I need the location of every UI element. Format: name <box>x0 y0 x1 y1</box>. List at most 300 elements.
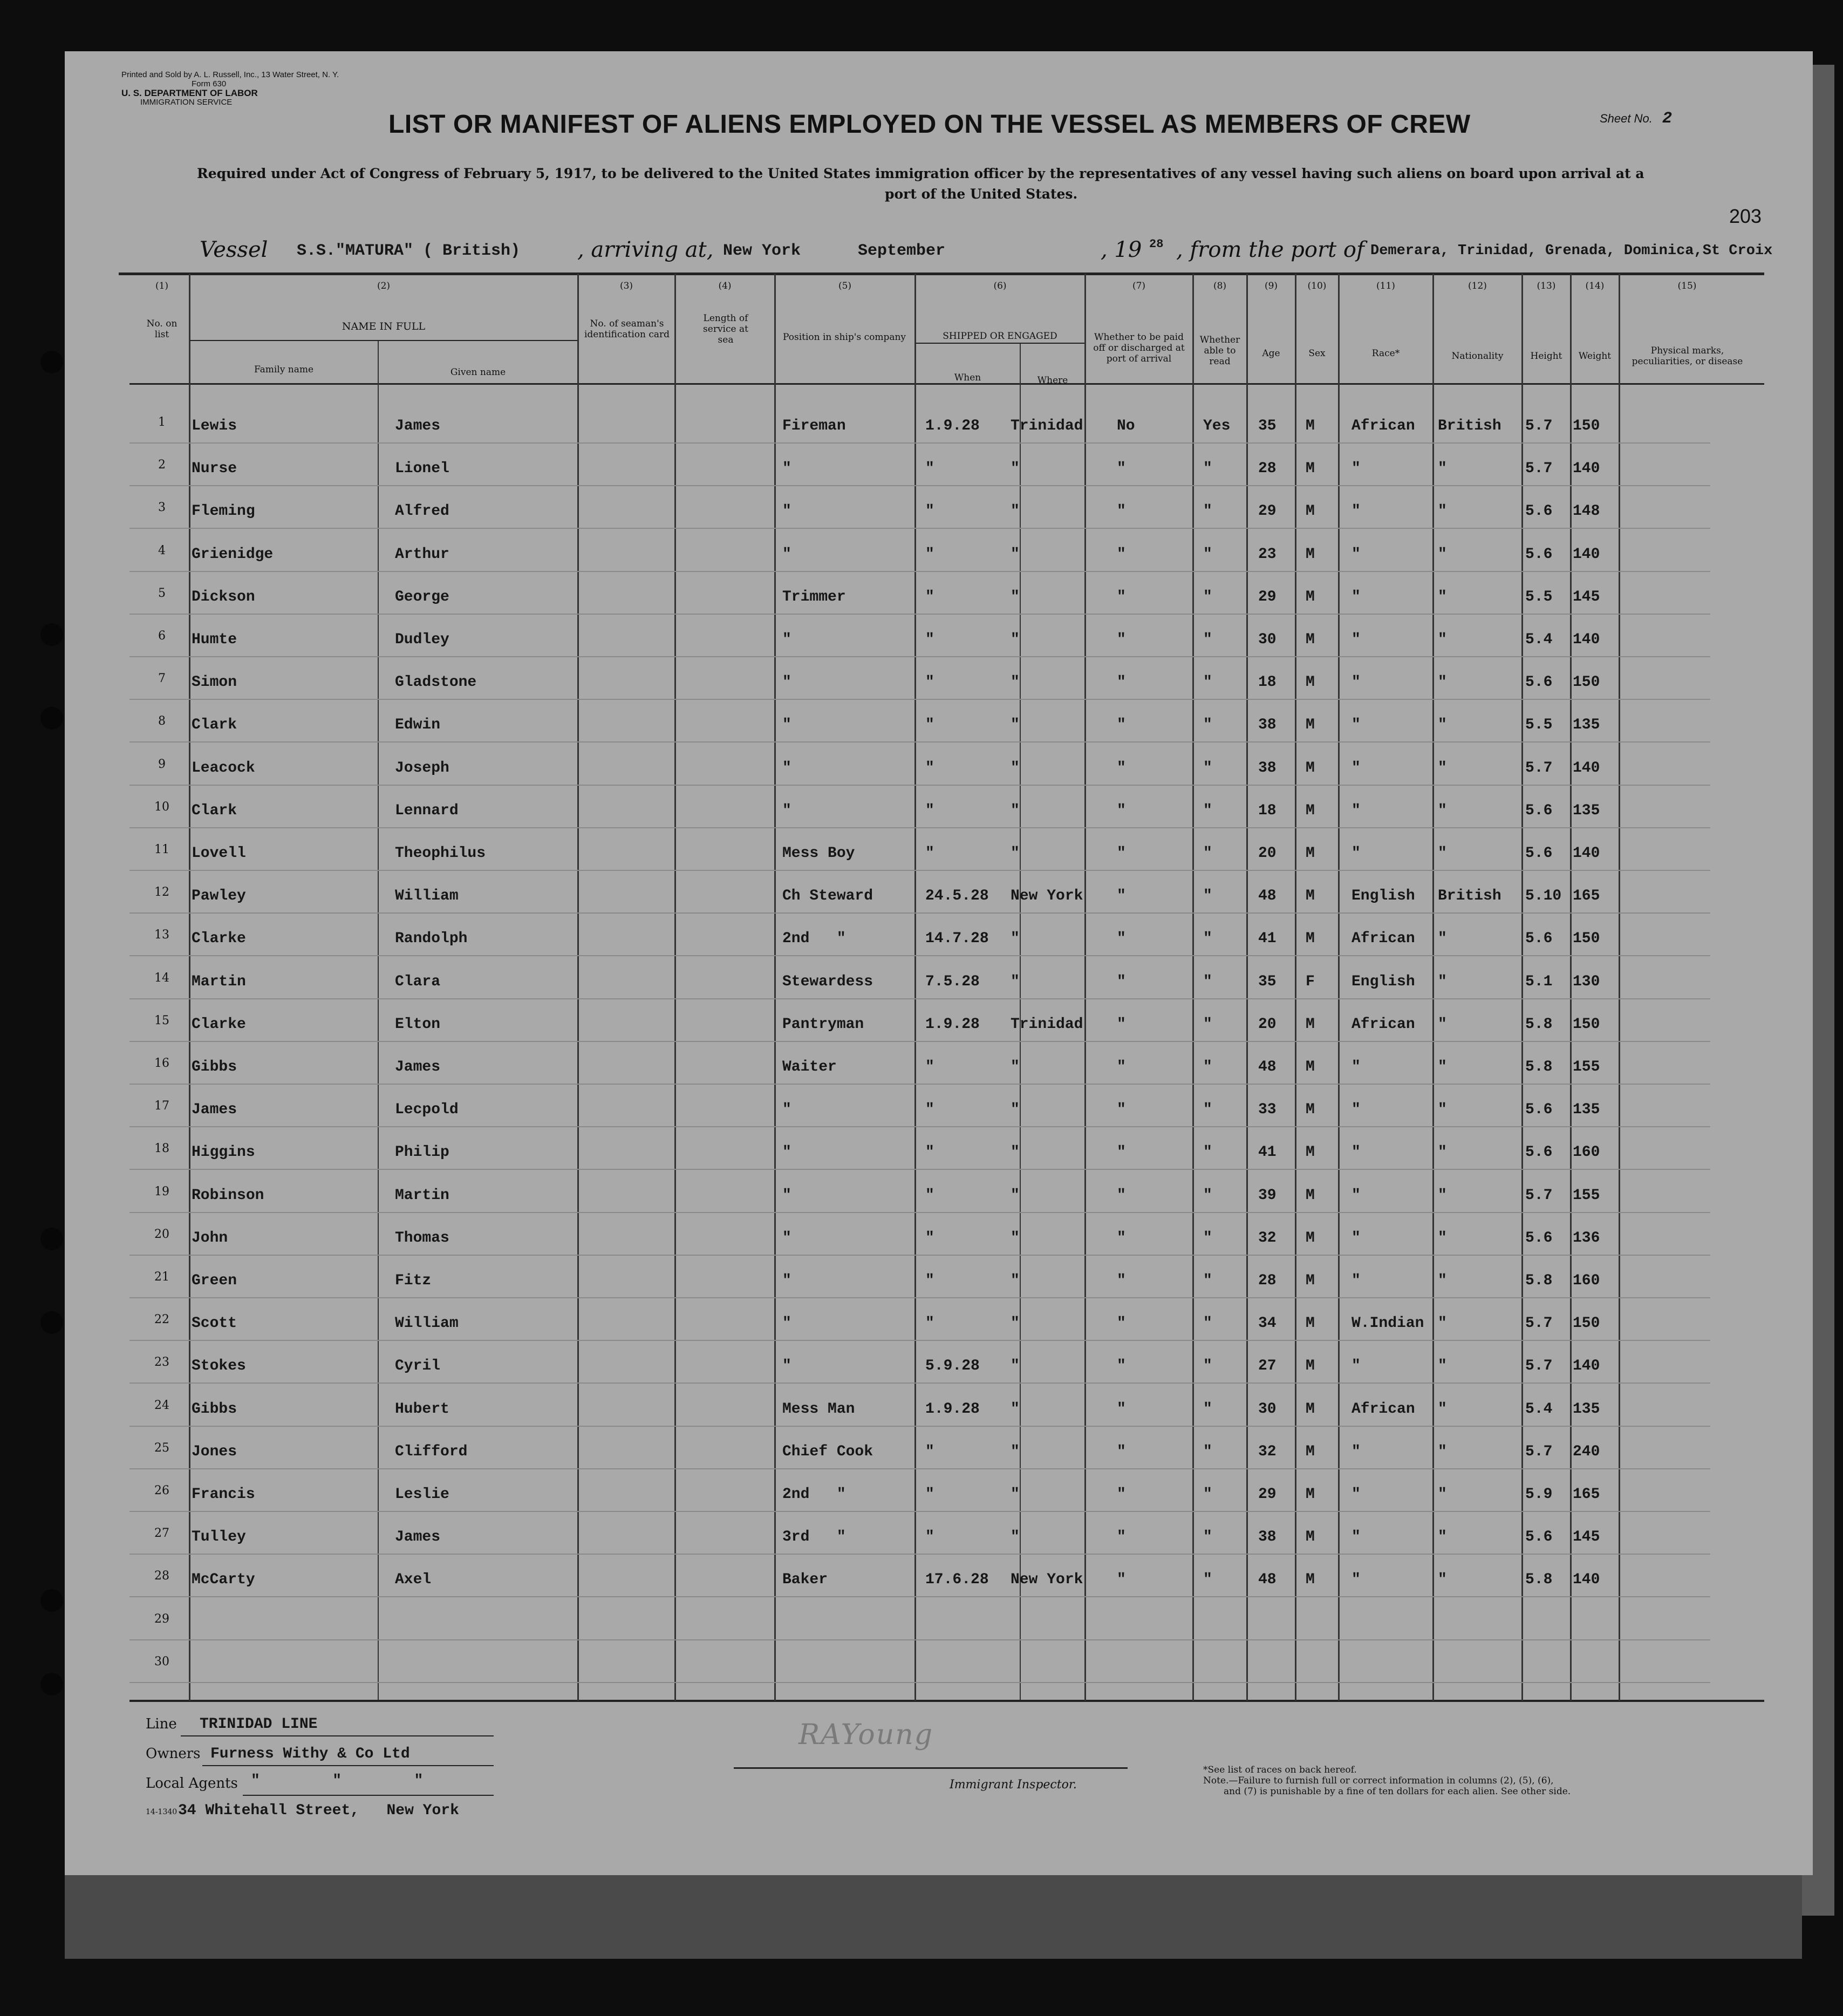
arriving-value: New York <box>723 242 801 260</box>
where-cell: New York <box>1011 888 1083 905</box>
height-cell: 5.8 <box>1525 1571 1553 1589</box>
height-cell: 5.5 <box>1525 588 1553 605</box>
header-sex: Sex <box>1308 348 1326 359</box>
age-cell: 35 <box>1258 418 1277 434</box>
given-name-cell: Axel <box>395 1571 432 1589</box>
paid-off-cell: " <box>1117 631 1126 648</box>
family-name-cell: Green <box>192 1272 237 1289</box>
weight-cell: 135 <box>1573 717 1600 734</box>
age-cell: 48 <box>1258 1571 1277 1589</box>
stamp-number: 203 <box>1729 205 1762 227</box>
paid-off-cell: " <box>1117 1443 1126 1460</box>
row-rule <box>129 1041 1710 1042</box>
col-num-4: (4) <box>718 281 732 291</box>
paid-off-cell: " <box>1117 588 1126 605</box>
paid-off-cell: No <box>1117 418 1135 434</box>
weight-cell: 150 <box>1573 418 1600 434</box>
sex-cell: M <box>1306 631 1315 648</box>
weight-cell: 160 <box>1573 1144 1600 1161</box>
nationality-cell: " <box>1438 1315 1447 1332</box>
position-cell: " <box>782 1272 791 1289</box>
row-rule <box>129 1468 1710 1469</box>
sex-cell: M <box>1306 1486 1315 1503</box>
col-num-9: (9) <box>1264 281 1278 291</box>
row-rule <box>129 528 1710 529</box>
row-rule <box>129 699 1710 700</box>
row-rule <box>129 1511 1710 1512</box>
age-cell: 39 <box>1258 1187 1277 1204</box>
given-name-cell: Martin <box>395 1187 449 1204</box>
when-cell: " <box>925 503 934 520</box>
able-read-cell: " <box>1203 1315 1212 1332</box>
sheet-label: Sheet No. <box>1600 112 1653 125</box>
row-number: 19 <box>154 1184 169 1198</box>
age-cell: 29 <box>1258 503 1277 520</box>
where-cell: Trinidad <box>1011 418 1083 434</box>
height-cell: 5.4 <box>1525 631 1553 648</box>
row-number: 9 <box>158 757 166 771</box>
page-title: LIST OR MANIFEST OF ALIENS EMPLOYED ON THE VESSEL AS MEMBERS OF CREW <box>388 110 1471 139</box>
col-num-11: (11) <box>1376 281 1395 291</box>
weight-cell: 240 <box>1573 1443 1600 1460</box>
given-name-cell: Cyril <box>395 1358 441 1375</box>
service: IMMIGRATION SERVICE <box>140 98 233 107</box>
paid-off-cell: " <box>1117 845 1126 862</box>
height-cell: 5.6 <box>1525 1101 1553 1119</box>
nationality-cell: " <box>1438 759 1447 777</box>
row-number: 17 <box>154 1099 169 1113</box>
family-name-cell: John <box>192 1229 228 1247</box>
able-read-cell: " <box>1203 973 1212 990</box>
from-label: , from the port of <box>1176 237 1364 262</box>
header-able-read: Whether able to read <box>1199 335 1240 367</box>
when-cell: " <box>925 1101 934 1119</box>
sex-cell: M <box>1306 1400 1315 1418</box>
weight-cell: 150 <box>1573 930 1600 948</box>
age-cell: 20 <box>1258 845 1277 862</box>
row-number: 3 <box>158 501 166 515</box>
able-read-cell: " <box>1203 588 1212 605</box>
weight-cell: 140 <box>1573 759 1600 777</box>
footer-left <box>146 1716 631 1851</box>
race-cell: African <box>1351 930 1415 948</box>
race-cell: " <box>1351 1529 1361 1546</box>
when-cell: 5.9.28 <box>925 1358 980 1375</box>
when-cell: 14.7.28 <box>925 930 989 948</box>
col-sep-1 <box>189 274 190 1701</box>
where-cell: " <box>1011 1315 1020 1332</box>
height-cell: 5.5 <box>1525 717 1553 734</box>
col-sep-4 <box>674 274 676 1701</box>
header-shipped: SHIPPED OR ENGAGED <box>943 331 1057 342</box>
when-cell: " <box>925 759 934 777</box>
family-name-cell: Lewis <box>192 418 237 434</box>
when-cell: " <box>925 588 934 605</box>
where-cell: " <box>1011 503 1020 520</box>
row-number: 4 <box>158 543 166 557</box>
weight-cell: 140 <box>1573 631 1600 648</box>
nationality-cell: " <box>1438 1101 1447 1119</box>
race-cell: " <box>1351 717 1361 734</box>
nationality-cell: " <box>1438 1358 1447 1375</box>
able-read-cell: " <box>1203 631 1212 648</box>
family-name-cell: Robinson <box>192 1187 264 1204</box>
able-read-cell: " <box>1203 1187 1212 1204</box>
where-cell: " <box>1011 973 1020 990</box>
row-rule <box>129 1382 1710 1384</box>
sex-cell: M <box>1306 1229 1315 1247</box>
weight-cell: 148 <box>1573 503 1600 520</box>
age-cell: 28 <box>1258 460 1277 478</box>
year-value: 28 <box>1149 237 1164 251</box>
header-bottom-border <box>129 383 1764 385</box>
table-bottom-border <box>129 1700 1764 1702</box>
where-cell: " <box>1011 1187 1020 1204</box>
address: 34 Whitehall Street, New York <box>178 1802 459 1819</box>
row-number: 14 <box>154 971 169 985</box>
able-read-cell: Yes <box>1203 418 1231 434</box>
position-cell: " <box>782 1144 791 1161</box>
weight-cell: 165 <box>1573 1486 1600 1503</box>
inspector-signature: RAYoung <box>798 1719 933 1751</box>
family-name-cell: Gibbs <box>192 1059 237 1075</box>
nationality-cell: " <box>1438 1144 1447 1161</box>
paid-off-cell: " <box>1117 1272 1126 1289</box>
nationality-cell: " <box>1438 588 1447 605</box>
nationality-cell: " <box>1438 1400 1447 1418</box>
row-rule <box>129 827 1710 828</box>
col-num-6: (6) <box>993 281 1007 291</box>
owners-value: Furness Withy & Co Ltd <box>210 1746 410 1762</box>
given-name-cell: William <box>395 888 459 905</box>
age-cell: 35 <box>1258 973 1277 990</box>
family-name-cell: Gibbs <box>192 1400 237 1418</box>
height-cell: 5.6 <box>1525 802 1553 819</box>
nationality-cell: " <box>1438 930 1447 948</box>
height-cell: 5.6 <box>1525 1529 1553 1546</box>
header-nationality: Nationality <box>1451 351 1504 362</box>
row-rule <box>129 1212 1710 1213</box>
age-cell: 29 <box>1258 588 1277 605</box>
form-number: Form 630 <box>192 79 227 88</box>
able-read-cell: " <box>1203 1486 1212 1503</box>
height-cell: 5.4 <box>1525 1400 1553 1418</box>
paid-off-cell: " <box>1117 460 1126 478</box>
where-cell: " <box>1011 674 1020 691</box>
given-name-cell: Clara <box>395 973 441 990</box>
table-top-border <box>119 273 1764 275</box>
paid-off-cell: " <box>1117 1187 1126 1204</box>
col-num-15: (15) <box>1677 281 1697 291</box>
position-cell: " <box>782 1101 791 1119</box>
sex-cell: M <box>1306 1144 1315 1161</box>
line-value: TRINIDAD LINE <box>200 1716 318 1733</box>
age-cell: 41 <box>1258 1144 1277 1161</box>
nationality-cell: " <box>1438 674 1447 691</box>
age-cell: 20 <box>1258 1016 1277 1033</box>
col-sep-12 <box>1338 274 1340 1701</box>
nationality-cell: British <box>1438 888 1501 905</box>
able-read-cell: " <box>1203 888 1212 905</box>
sex-cell: M <box>1306 1272 1315 1289</box>
able-read-cell: " <box>1203 1101 1212 1119</box>
weight-cell: 136 <box>1573 1229 1600 1247</box>
note-failure: Note.—Failure to furnish full or correct information in columns (2), (5), (6), <box>1203 1775 1554 1786</box>
col-num-7: (7) <box>1132 281 1146 291</box>
header-age: Age <box>1262 348 1280 359</box>
where-cell: " <box>1011 1358 1020 1375</box>
col-sep-14 <box>1521 274 1523 1701</box>
vessel-line <box>200 237 1807 270</box>
given-name-cell: Randolph <box>395 930 468 948</box>
nationality-cell: " <box>1438 460 1447 478</box>
given-name-cell: Arthur <box>395 546 449 563</box>
age-cell: 32 <box>1258 1229 1277 1247</box>
row-number: 23 <box>154 1356 169 1370</box>
given-name-cell: Clifford <box>395 1443 468 1460</box>
col-sep-5 <box>774 274 776 1701</box>
position-cell: Mess Man <box>782 1400 855 1418</box>
position-cell: " <box>782 503 791 520</box>
col-num-3: (3) <box>619 281 633 291</box>
row-rule <box>129 1596 1710 1597</box>
weight-cell: 140 <box>1573 546 1600 563</box>
when-cell: 17.6.28 <box>925 1571 989 1589</box>
race-cell: W.Indian <box>1351 1315 1424 1332</box>
race-cell: " <box>1351 1187 1361 1204</box>
weight-cell: 140 <box>1573 460 1600 478</box>
weight-cell: 135 <box>1573 1400 1600 1418</box>
paid-off-cell: " <box>1117 973 1126 990</box>
binder-hole <box>40 707 63 730</box>
nationality-cell: " <box>1438 503 1447 520</box>
row-rule <box>129 785 1710 786</box>
sheet-number <box>1600 110 1672 128</box>
sheet-value: 2 <box>1662 110 1672 128</box>
family-name-cell: Nurse <box>192 460 237 478</box>
when-cell: 1.9.28 <box>925 418 980 434</box>
weight-cell: 150 <box>1573 1016 1600 1033</box>
row-number: 6 <box>158 629 166 643</box>
printer-info <box>111 70 339 107</box>
where-cell: " <box>1011 930 1020 948</box>
header-no-on-list: No. on list <box>146 318 178 340</box>
age-cell: 38 <box>1258 1529 1277 1546</box>
col-sep-6 <box>914 274 916 1701</box>
where-cell: " <box>1011 1272 1020 1289</box>
subtitle-line2: port of the United States. <box>885 186 1078 202</box>
race-cell: " <box>1351 759 1361 777</box>
paid-off-cell: " <box>1117 888 1126 905</box>
able-read-cell: " <box>1203 1358 1212 1375</box>
able-read-cell: " <box>1203 1016 1212 1033</box>
position-cell: 3rd " <box>782 1529 846 1546</box>
row-rule <box>129 1255 1710 1256</box>
signature-line <box>734 1767 1128 1769</box>
when-cell: " <box>925 1315 934 1332</box>
row-rule <box>129 1639 1710 1640</box>
race-cell: African <box>1351 418 1415 434</box>
position-cell: " <box>782 1315 791 1332</box>
able-read-cell: " <box>1203 759 1212 777</box>
height-cell: 5.7 <box>1525 460 1553 478</box>
when-cell: " <box>925 1529 934 1546</box>
height-cell: 5.6 <box>1525 845 1553 862</box>
family-name-cell: Clark <box>192 802 237 819</box>
able-read-cell: " <box>1203 546 1212 563</box>
where-cell: " <box>1011 759 1020 777</box>
sex-cell: F <box>1306 973 1315 990</box>
given-name-cell: Elton <box>395 1016 441 1033</box>
when-cell: " <box>925 460 934 478</box>
nationality-cell: " <box>1438 546 1447 563</box>
weight-cell: 155 <box>1573 1187 1600 1204</box>
row-rule <box>129 442 1710 444</box>
line-label: Line <box>146 1716 177 1732</box>
where-cell: " <box>1011 588 1020 605</box>
given-name-cell: Hubert <box>395 1400 449 1418</box>
able-read-cell: " <box>1203 1144 1212 1161</box>
when-cell: " <box>925 802 934 819</box>
family-name-cell: Francis <box>192 1486 255 1503</box>
header-family-name: Family name <box>254 364 314 375</box>
row-rule <box>129 1169 1710 1170</box>
col-num-1: (1) <box>155 281 169 291</box>
race-cell: " <box>1351 674 1361 691</box>
sex-cell: M <box>1306 1315 1315 1332</box>
given-name-cell: Dudley <box>395 631 449 648</box>
weight-cell: 135 <box>1573 1101 1600 1119</box>
row-rule <box>129 870 1710 871</box>
position-cell: Trimmer <box>782 588 846 605</box>
race-cell: English <box>1351 888 1415 905</box>
given-name-cell: George <box>395 588 449 605</box>
sex-cell: M <box>1306 759 1315 777</box>
given-name-cell: Fitz <box>395 1272 432 1289</box>
height-cell: 5.1 <box>1525 973 1553 990</box>
row-number: 25 <box>154 1441 169 1455</box>
paid-off-cell: " <box>1117 1486 1126 1503</box>
race-cell: " <box>1351 546 1361 563</box>
family-name-cell: McCarty <box>192 1571 255 1589</box>
col-sep-11 <box>1295 274 1296 1701</box>
where-cell: New York <box>1011 1571 1083 1589</box>
printer-line: Printed and Sold by A. L. Russell, Inc., 13 Water Street, N. Y. <box>121 70 339 79</box>
height-cell: 5.10 <box>1525 888 1562 905</box>
able-read-cell: " <box>1203 1571 1212 1589</box>
row-rule <box>129 571 1710 572</box>
col-sep-8 <box>1084 274 1086 1701</box>
age-cell: 23 <box>1258 546 1277 563</box>
given-name-cell: Philip <box>395 1144 449 1161</box>
col-num-12: (12) <box>1468 281 1487 291</box>
row-rule <box>129 912 1710 914</box>
race-cell: " <box>1351 1358 1361 1375</box>
height-cell: 5.6 <box>1525 546 1553 563</box>
family-name-cell: Clark <box>192 717 237 734</box>
height-cell: 5.7 <box>1525 1358 1553 1375</box>
col-sep-15 <box>1570 274 1572 1701</box>
sex-cell: M <box>1306 888 1315 905</box>
paid-off-cell: " <box>1117 930 1126 948</box>
col-num-10: (10) <box>1307 281 1327 291</box>
where-cell: Trinidad <box>1011 1016 1083 1033</box>
position-cell: Stewardess <box>782 973 873 990</box>
col-sep-9 <box>1192 274 1194 1701</box>
given-name-cell: Lionel <box>395 460 449 478</box>
family-name-cell: Leacock <box>192 759 255 777</box>
age-cell: 30 <box>1258 1400 1277 1418</box>
when-cell: " <box>925 546 934 563</box>
nationality-cell: " <box>1438 1229 1447 1247</box>
row-rule <box>129 1126 1710 1127</box>
row-number: 7 <box>158 672 166 686</box>
age-cell: 48 <box>1258 1059 1277 1075</box>
position-cell: Fireman <box>782 418 846 434</box>
able-read-cell: " <box>1203 1529 1212 1546</box>
position-cell: Ch Steward <box>782 888 873 905</box>
note-races: *See list of races on back hereof. <box>1203 1765 1357 1775</box>
age-cell: 28 <box>1258 1272 1277 1289</box>
height-cell: 5.7 <box>1525 1443 1553 1460</box>
nationality-cell: " <box>1438 1016 1447 1033</box>
row-rule <box>129 1340 1710 1341</box>
col-num-13: (13) <box>1537 281 1556 291</box>
age-cell: 32 <box>1258 1443 1277 1460</box>
given-name-cell: Joseph <box>395 759 449 777</box>
weight-cell: 140 <box>1573 1571 1600 1589</box>
family-name-cell: Simon <box>192 674 237 691</box>
race-cell: " <box>1351 1229 1361 1247</box>
row-number: 24 <box>154 1398 169 1412</box>
when-cell: " <box>925 1272 934 1289</box>
when-cell: " <box>925 631 934 648</box>
able-read-cell: " <box>1203 1059 1212 1075</box>
weight-cell: 135 <box>1573 802 1600 819</box>
row-number: 21 <box>154 1270 169 1284</box>
vessel-value: S.S."MATURA" ( British) <box>297 242 521 260</box>
paid-off-cell: " <box>1117 1315 1126 1332</box>
position-cell: Chief Cook <box>782 1443 873 1460</box>
where-cell: " <box>1011 1059 1020 1075</box>
given-name-cell: James <box>395 1529 441 1546</box>
sex-cell: M <box>1306 930 1315 948</box>
height-cell: 5.8 <box>1525 1016 1553 1033</box>
where-cell: " <box>1011 1443 1020 1460</box>
nationality-cell: " <box>1438 717 1447 734</box>
nationality-cell: " <box>1438 1486 1447 1503</box>
header-when: When <box>954 372 981 383</box>
family-name-cell: Clarke <box>192 1016 246 1033</box>
family-name-cell: Pawley <box>192 888 246 905</box>
sex-cell: M <box>1306 503 1315 520</box>
row-number: 2 <box>158 458 166 472</box>
paid-off-cell: " <box>1117 674 1126 691</box>
race-cell: " <box>1351 1272 1361 1289</box>
able-read-cell: " <box>1203 1272 1212 1289</box>
position-cell: " <box>782 631 791 648</box>
nationality-cell: " <box>1438 973 1447 990</box>
race-cell: " <box>1351 503 1361 520</box>
row-number: 13 <box>154 928 169 942</box>
where-cell: " <box>1011 1229 1020 1247</box>
binder-hole <box>40 1311 63 1334</box>
position-cell: " <box>782 1187 791 1204</box>
vessel-label: Vessel <box>200 237 268 262</box>
paid-off-cell: " <box>1117 1016 1126 1033</box>
age-cell: 38 <box>1258 759 1277 777</box>
row-rule <box>129 955 1710 956</box>
